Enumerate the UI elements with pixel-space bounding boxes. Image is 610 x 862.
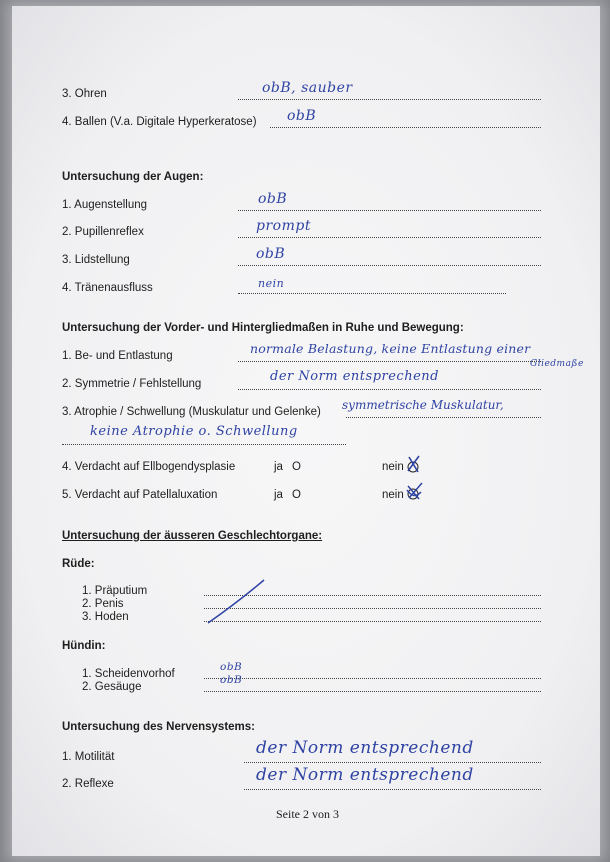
elbow-yes-label: ja: [274, 461, 283, 473]
genital-heading: Untersuchung der äusseren Geschlechtorgane:: [62, 530, 323, 542]
motility-line: [244, 762, 541, 763]
female-heading: Hündin:: [62, 640, 106, 652]
eyelid-label: 3. Lidstellung: [62, 254, 130, 266]
reflexes-value: der Norm entsprechend: [256, 765, 474, 785]
symmetry-line: [238, 389, 541, 390]
patella-yes-label: ja: [274, 489, 283, 501]
prepuce-label: 1. Präputium: [82, 585, 148, 597]
vestibule-line: [204, 678, 541, 679]
atrophy-value-cont: keine Atrophie o. Schwellung: [90, 424, 298, 439]
eyes-heading: Untersuchung der Augen:: [62, 171, 204, 183]
limbs-heading: Untersuchung der Vorder- und Hintergliedmaßen in Ruhe und Bewegung:: [62, 322, 464, 334]
atrophy-value: symmetrische Muskulatur,: [342, 398, 504, 412]
eyelid-value: obB: [256, 246, 286, 262]
load-value-cont: Gliedmaße: [530, 359, 584, 369]
patella-no-checkbox-checked[interactable]: [404, 480, 426, 502]
ears-line: [238, 99, 541, 100]
motility-value: der Norm entsprechend: [256, 738, 474, 758]
eye-position-line: [238, 210, 541, 211]
mammary-value: obB: [220, 674, 243, 686]
pupil-reflex-value: prompt: [256, 218, 311, 234]
reflexes-label: 2. Reflexe: [62, 778, 114, 790]
strike-through-mark: [200, 578, 270, 628]
elbow-no-label: nein: [382, 461, 404, 473]
pupil-reflex-label: 2. Pupillenreflex: [62, 226, 144, 238]
vestibule-label: 1. Scheidenvorhof: [82, 668, 175, 680]
eyelid-line: [238, 265, 541, 266]
reflexes-line: [244, 789, 541, 790]
atrophy-label: 3. Atrophie / Schwellung (Muskulatur und Gelenke): [62, 406, 321, 418]
nerves-heading: Untersuchung des Nervensystems:: [62, 721, 256, 733]
load-value: normale Belastung, keine Entlastung einer: [250, 341, 531, 356]
load-line: [238, 361, 541, 362]
pupil-reflex-line: [238, 237, 541, 238]
ears-value: obB, sauber: [262, 80, 353, 96]
elbow-label: 4. Verdacht auf Ellbogendysplasie: [62, 461, 236, 473]
elbow-no-checkbox-checked[interactable]: [404, 454, 424, 476]
bales-label: 4. Ballen (V.a. Digitale Hyperkeratose): [62, 116, 257, 128]
bales-value: obB: [287, 108, 317, 124]
symmetry-value: der Norm entsprechend: [270, 369, 439, 384]
male-heading: Rüde:: [62, 558, 95, 570]
tear-flow-value: nein: [258, 277, 285, 290]
atrophy-line: [346, 417, 541, 418]
eye-position-label: 1. Augenstellung: [62, 199, 148, 211]
vestibule-value: obB: [220, 661, 243, 673]
patella-no-label: nein: [382, 489, 404, 501]
mammary-label: 2. Gesäuge: [82, 681, 142, 693]
mammary-line: [204, 691, 541, 692]
ears-label: 3. Ohren: [62, 88, 107, 100]
motility-label: 1. Motilität: [62, 751, 115, 763]
penis-label: 2. Penis: [82, 598, 124, 610]
symmetry-label: 2. Symmetrie / Fehlstellung: [62, 378, 202, 390]
tear-flow-label: 4. Tränenausfluss: [62, 282, 153, 294]
bales-line: [270, 127, 541, 128]
testes-label: 3. Hoden: [82, 611, 129, 623]
patella-label: 5. Verdacht auf Patellaluxation: [62, 489, 218, 501]
page-footer: Seite 2 von 3: [276, 807, 339, 821]
patella-yes-checkbox[interactable]: O: [292, 489, 301, 501]
tear-flow-line: [238, 293, 506, 294]
eye-position-value: obB: [258, 191, 288, 207]
elbow-yes-checkbox[interactable]: O: [292, 461, 301, 473]
atrophy-line-cont: [62, 444, 346, 445]
load-label: 1. Be- und Entlastung: [62, 350, 173, 362]
